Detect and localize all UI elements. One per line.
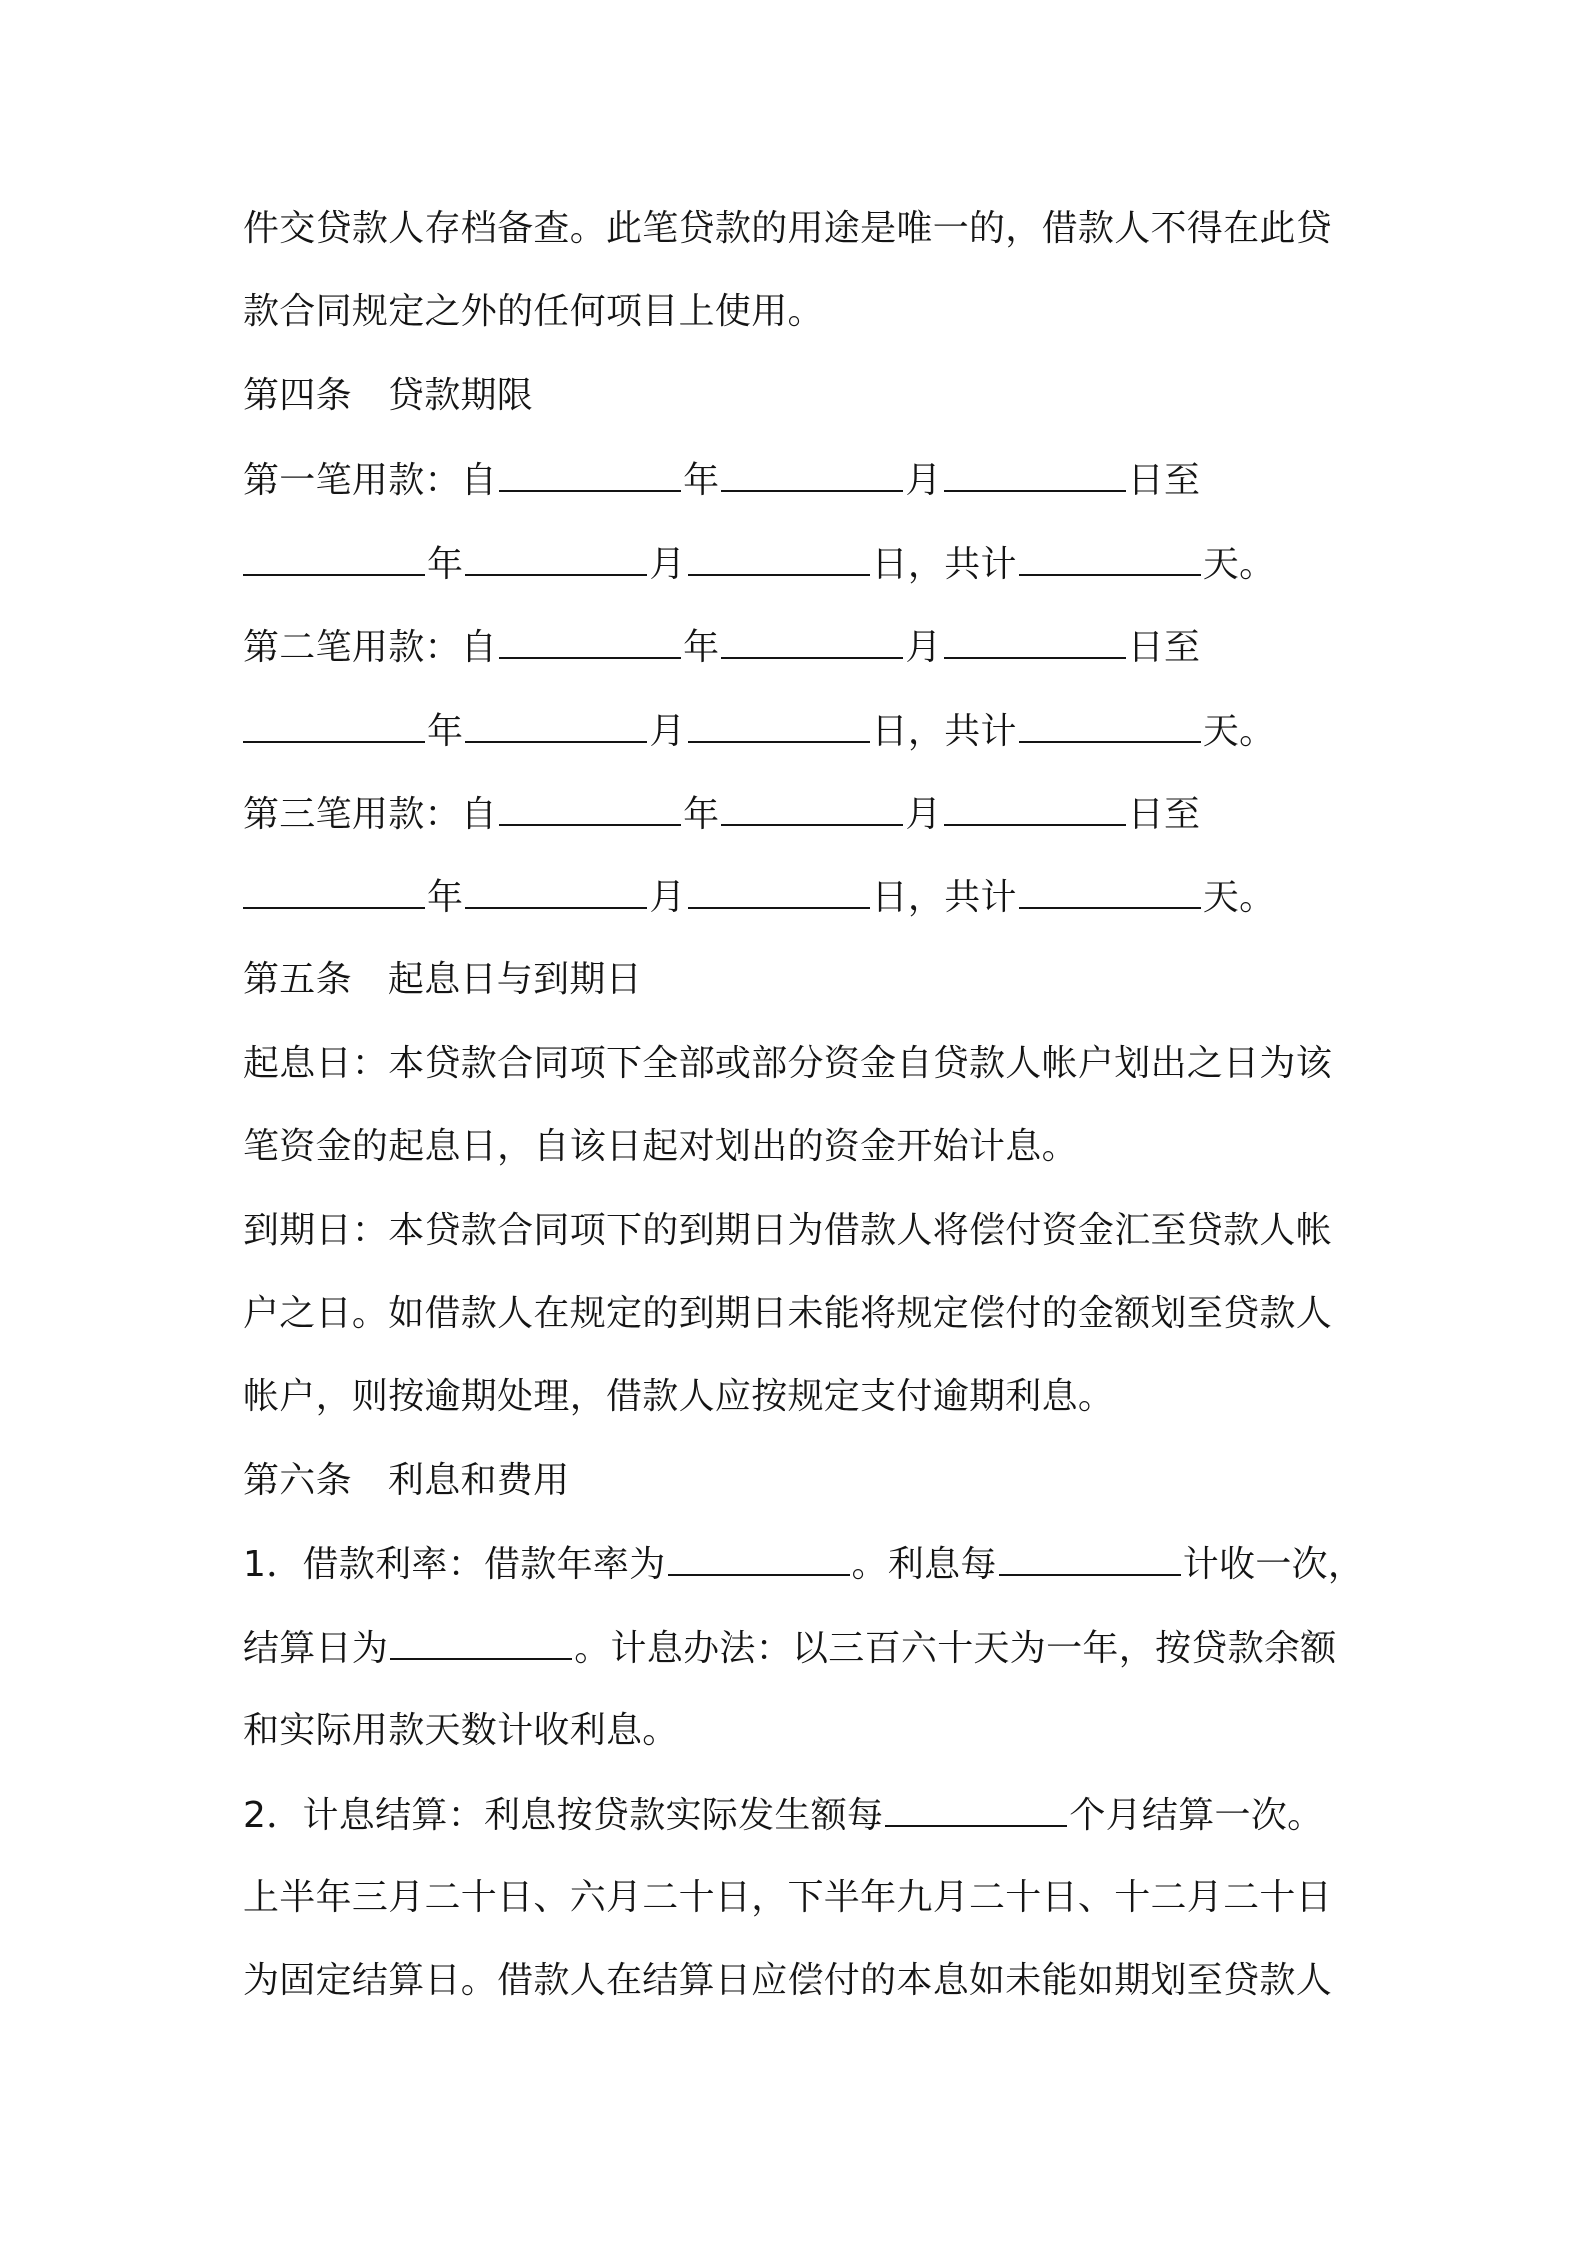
- text-line: [243, 1042, 1363, 1086]
- fill-blank-year[interactable]: [243, 709, 425, 743]
- line-text: 年: [427, 711, 464, 752]
- line-text: 月: [649, 711, 686, 752]
- line-text: 到期日：本贷款合同项下的到期日为借款人将偿付资金汇至贷款人帐: [243, 1210, 1333, 1251]
- text-line: [243, 1626, 1363, 1671]
- line-text: 月: [905, 627, 942, 668]
- loan-period-line: [243, 458, 1363, 503]
- fill-blank-year[interactable]: [499, 625, 681, 659]
- fill-blank-month[interactable]: [721, 792, 903, 826]
- line-text: 为固定结算日。借款人在结算日应偿付的本息如未能如期划至贷款人: [243, 1960, 1333, 2001]
- fill-blank-day[interactable]: [688, 709, 870, 743]
- fill-blank-day[interactable]: [944, 458, 1126, 492]
- article-number: 第五条: [243, 959, 352, 1000]
- article-heading: [243, 374, 1363, 418]
- line-text: 月: [649, 877, 686, 918]
- fill-blank-interest-rate[interactable]: [668, 1542, 850, 1576]
- text-line: [243, 207, 1363, 251]
- fill-blank-year[interactable]: [499, 792, 681, 826]
- article-heading: [243, 958, 1363, 1002]
- line-text: 天。: [1202, 544, 1276, 585]
- text-line: [243, 1292, 1363, 1336]
- fill-blank-day[interactable]: [944, 792, 1126, 826]
- line-text: 第三笔用款：自: [243, 794, 498, 835]
- loan-period-line: [243, 542, 1363, 587]
- loan-period-line: [243, 875, 1363, 920]
- line-text: 计收一次，: [1182, 1544, 1365, 1585]
- fill-blank-total-days[interactable]: [1019, 709, 1201, 743]
- line-text: 起息日：本贷款合同项下全部或部分资金自贷款人帐户划出之日为该: [243, 1043, 1333, 1084]
- line-text: 件交贷款人存档备查。此笔贷款的用途是唯一的，借款人不得在此贷: [243, 208, 1333, 249]
- fill-blank-settlement-date[interactable]: [390, 1626, 572, 1660]
- fill-blank-year[interactable]: [243, 875, 425, 909]
- fill-blank-month[interactable]: [721, 625, 903, 659]
- line-text: 上半年三月二十日、六月二十日，下半年九月二十日、十二月二十日: [243, 1877, 1333, 1918]
- fill-blank-year[interactable]: [243, 542, 425, 576]
- loan-period-line: [243, 792, 1363, 837]
- line-text: 年: [427, 544, 464, 585]
- article-title: 起息日与到期日: [387, 959, 643, 1000]
- text-line: [243, 290, 1363, 334]
- article-title: 利息和费用: [387, 1460, 570, 1501]
- line-text: 年: [683, 794, 720, 835]
- article-heading: [243, 1459, 1363, 1503]
- line-text: 日至: [1127, 460, 1201, 501]
- fill-blank-year[interactable]: [499, 458, 681, 492]
- text-line: [243, 1793, 1363, 1838]
- article-title: 贷款期限: [387, 375, 534, 416]
- line-text: 日，共计: [871, 877, 1017, 918]
- fill-blank-day[interactable]: [688, 875, 870, 909]
- line-text: 款合同规定之外的任何项目上使用。: [243, 291, 824, 332]
- line-text: 结算日为: [243, 1628, 389, 1669]
- line-text: 。计息办法：以三百六十天为一年，按贷款余额: [574, 1628, 1337, 1669]
- fill-blank-months[interactable]: [885, 1793, 1067, 1827]
- article-number: 第六条: [243, 1460, 352, 1501]
- fill-blank-interest-period[interactable]: [999, 1542, 1181, 1576]
- line-text: 日至: [1127, 794, 1201, 835]
- line-text: 1．借款利率：借款年率为: [243, 1544, 666, 1585]
- line-text: 2．计息结算：利息按贷款实际发生额每: [243, 1795, 884, 1836]
- line-text: 年: [683, 627, 720, 668]
- fill-blank-day[interactable]: [944, 625, 1126, 659]
- loan-period-line: [243, 625, 1363, 670]
- line-text: 月: [649, 544, 686, 585]
- line-text: 年: [427, 877, 464, 918]
- line-text: 和实际用款天数计收利息。: [243, 1710, 679, 1751]
- fill-blank-month[interactable]: [465, 709, 647, 743]
- line-text: 月: [905, 794, 942, 835]
- fill-blank-month[interactable]: [465, 542, 647, 576]
- loan-period-line: [243, 709, 1363, 754]
- line-text: 年: [683, 460, 720, 501]
- line-text: 天。: [1202, 877, 1276, 918]
- line-text: 天。: [1202, 711, 1276, 752]
- line-text: 笔资金的起息日，自该日起对划出的资金开始计息。: [243, 1126, 1078, 1167]
- text-line: [243, 1876, 1363, 1920]
- line-text: 日，共计: [871, 711, 1017, 752]
- line-text: 帐户，则按逾期处理，借款人应按规定支付逾期利息。: [243, 1376, 1115, 1417]
- article-number: 第四条: [243, 375, 352, 416]
- text-line: [243, 1125, 1363, 1169]
- line-text: 日至: [1127, 627, 1201, 668]
- fill-blank-month[interactable]: [721, 458, 903, 492]
- line-text: 第一笔用款：自: [243, 460, 498, 501]
- text-line: [243, 1709, 1363, 1753]
- line-text: 第二笔用款：自: [243, 627, 498, 668]
- line-text: 月: [905, 460, 942, 501]
- fill-blank-total-days[interactable]: [1019, 875, 1201, 909]
- fill-blank-day[interactable]: [688, 542, 870, 576]
- line-text: 日，共计: [871, 544, 1017, 585]
- text-line: [243, 1375, 1363, 1419]
- fill-blank-month[interactable]: [465, 875, 647, 909]
- line-text: 个月结算一次。: [1069, 1795, 1324, 1836]
- text-line: [243, 1542, 1363, 1587]
- text-line: [243, 1959, 1363, 2003]
- line-text: 户之日。如借款人在规定的到期日未能将规定偿付的金额划至贷款人: [243, 1293, 1333, 1334]
- fill-blank-total-days[interactable]: [1019, 542, 1201, 576]
- line-text: 。利息每: [851, 1544, 997, 1585]
- text-line: [243, 1209, 1363, 1253]
